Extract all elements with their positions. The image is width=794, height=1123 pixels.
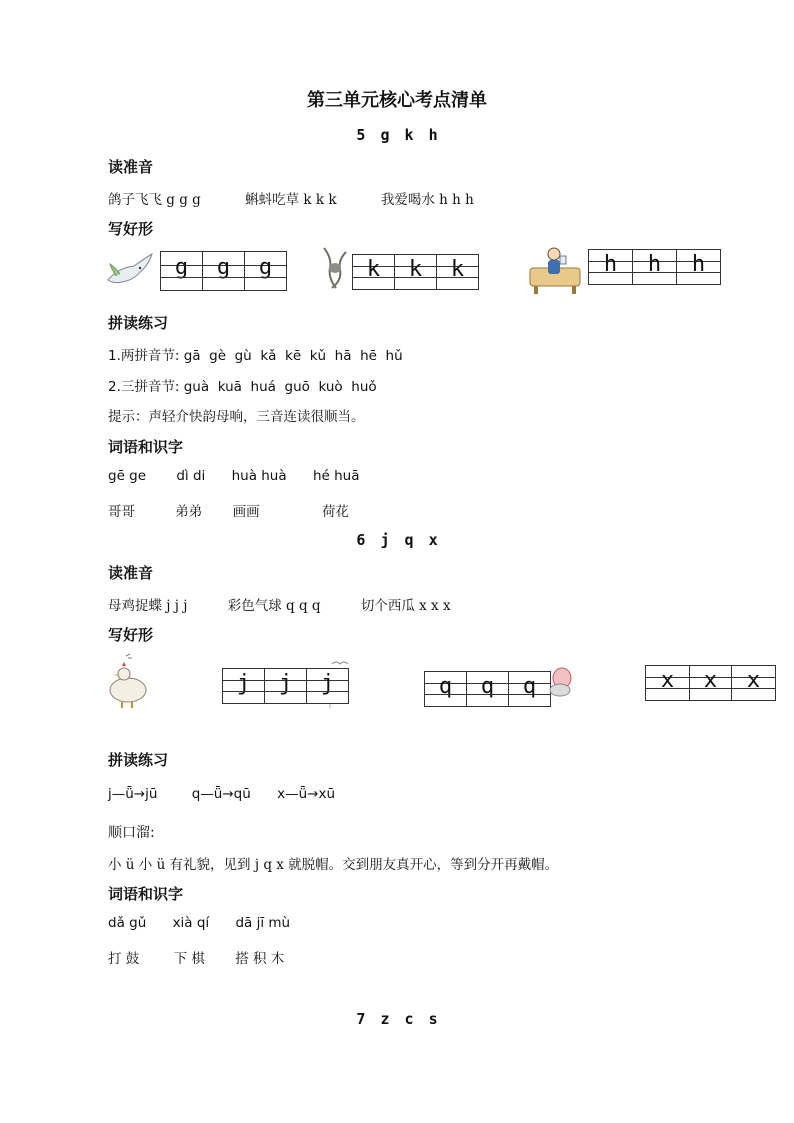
s5-words-pinyin: gē ge dì di huà huà hé huā [108,468,360,484]
s5-words-title: 词语和识字 [108,438,184,456]
s6-practice-title: 拼读练习 [108,751,169,769]
s5-read-items [108,188,474,208]
s5-read-title: 读准音 [108,158,154,176]
writing-grid-g: g g g [160,251,287,291]
s5-tip: 提示：声轻介快韵母响，三音连读很顺当。 [108,409,365,425]
s5-read-item: 鸽子飞飞 g g g [108,192,201,208]
pigeon-illustration [104,250,156,292]
s5-read-item: 我爱喝水 h h h [380,192,474,208]
page-title: 第三单元核心考点清单 [307,90,487,111]
s5-practice-2-label: 2.三拼音节: [108,379,180,395]
tadpole-illustration [318,244,352,292]
s6-write-title: 写好形 [108,626,154,644]
s5-practice-title: 拼读练习 [108,314,169,332]
balloon-illustration [548,666,574,700]
s5-practice-1-items: gā gè gù kǎ kē kǔ hā hē hǔ [183,348,403,364]
s6-read-item: 彩色气球 q q q [227,598,321,614]
section-6-heading: 6 j q x [356,531,438,549]
s5-practice-2 [108,375,377,395]
s5-write-title: 写好形 [108,220,154,238]
child-drinking-illustration [526,246,584,296]
hen-illustration [104,652,152,710]
writing-grid-q: q q q [424,671,551,707]
s6-read-item: 切个西瓜 x x x [360,598,451,614]
section-5-heading: 5 g k h [356,126,438,144]
s5-practice-2-items: guà kuā huá guō kuò huǒ [183,379,377,395]
s5-words-hanzi: 哥哥 弟弟 画画 荷花 [108,504,349,520]
s6-words-hanzi: 打 鼓 下 棋 搭 积 木 [108,951,285,967]
s6-read-title: 读准音 [108,564,154,582]
s5-practice-1-label: 1.两拼音节: [108,348,180,364]
s6-words-pinyin: dǎ gǔ xià qí dā jī mù [108,915,291,931]
s5-read-item: 蝌蚪吃草 k k k [245,192,337,208]
writing-grid-h: h h h [588,249,721,285]
writing-grid-x: x x x [645,665,776,701]
writing-grid-k: k k k [352,254,479,290]
section-7-heading: 7 z c s [356,1010,438,1028]
writing-grid-j: j j j [222,668,349,704]
s6-rhyme-title: 顺口溜: [108,825,155,841]
s6-read-item: 母鸡捉蝶 j j j [108,598,188,614]
butterfly-illustration [326,658,352,710]
s6-rhyme: 小 ü 小 ü 有礼貌，见到 j q x 就脱帽。交到朋友真开心，等到分开再戴帽。 [108,857,559,873]
s6-practice-items: j—ǖ→jū q—ǖ→qū x—ǖ→xū [108,786,335,802]
s6-read-items [108,594,451,614]
s6-words-title: 词语和识字 [108,885,184,903]
s5-practice-1 [108,344,403,364]
